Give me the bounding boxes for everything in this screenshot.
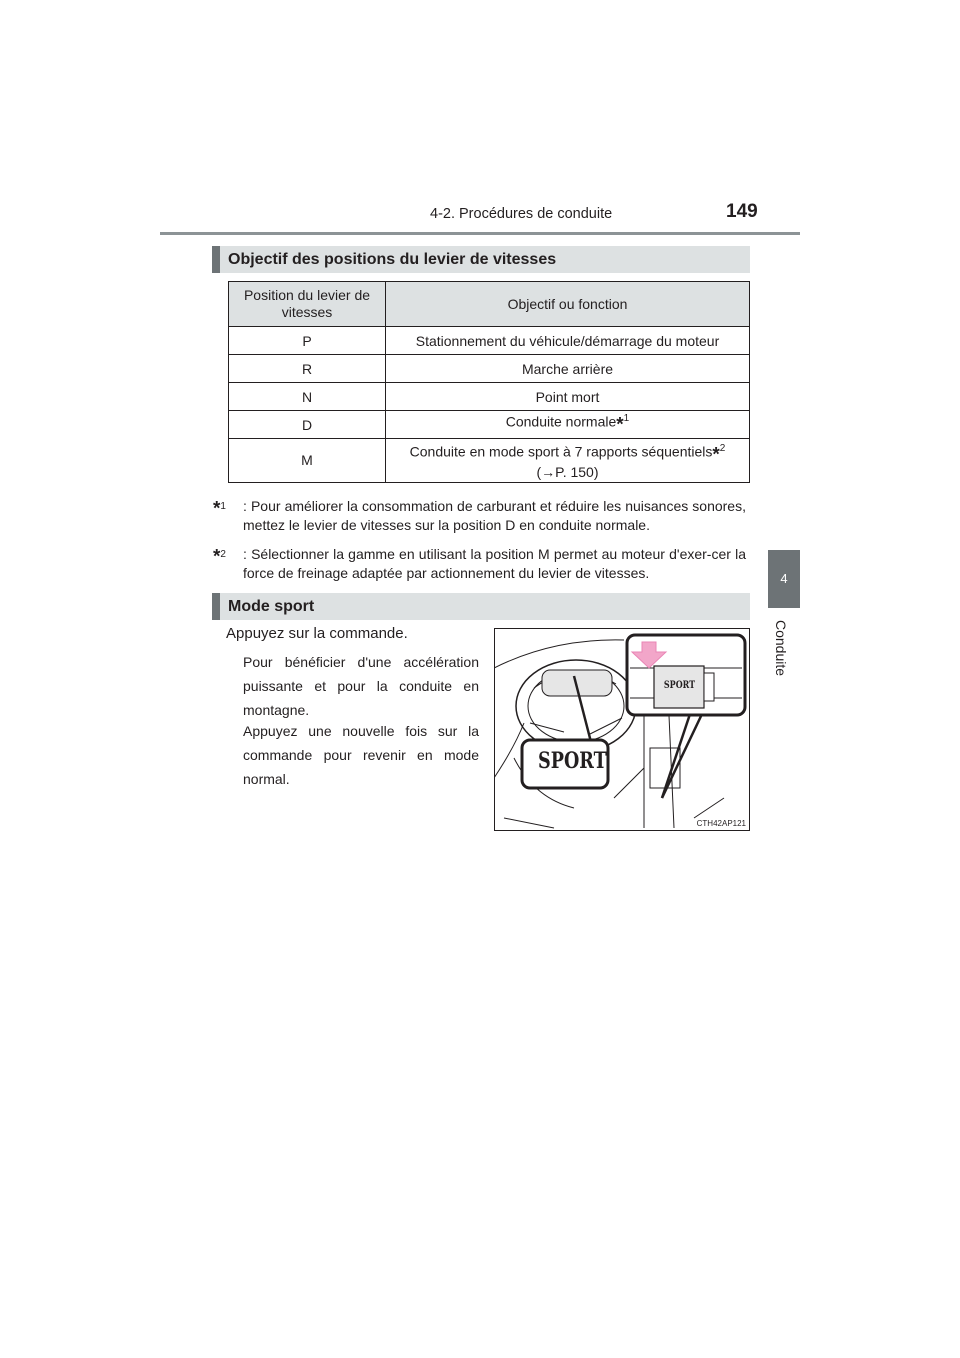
table-cell-position: P	[229, 327, 386, 355]
header-rule	[160, 232, 800, 235]
table-cell-function: Stationnement du véhicule/démarrage du moteur	[386, 327, 750, 355]
chapter-tab: 4	[768, 550, 800, 608]
footnote-number: 1	[623, 412, 630, 424]
table-cell-function	[386, 411, 750, 439]
table-row	[229, 355, 750, 383]
function-text: Conduite normale	[505, 413, 617, 430]
footnote-number: 2	[719, 443, 726, 455]
table-cell-position: D	[229, 411, 386, 439]
table-row	[229, 327, 750, 355]
table-row	[229, 383, 750, 411]
function-text: Conduite en mode sport à 7 rapports séquentiels	[409, 443, 713, 460]
table-cell-position: M	[229, 439, 386, 483]
dashboard-drawing	[494, 628, 750, 831]
table-row	[229, 439, 750, 483]
table-cell-position: N	[229, 383, 386, 411]
paragraph-return-normal: Appuyez une nouvelle fois sur la commande pour revenir en mode normal.	[243, 723, 479, 787]
chapter-label	[772, 620, 792, 690]
footnote-star: *	[712, 444, 720, 466]
section-heading-sport-mode: Mode sport	[212, 593, 750, 620]
table-header-function: Objectif ou fonction	[386, 282, 750, 327]
chapter-label-text: Conduite	[773, 620, 789, 677]
table-header-row	[229, 282, 750, 327]
figure-code: CTH42AP121	[696, 819, 746, 828]
table-row	[229, 411, 750, 439]
gear-position-table	[228, 281, 750, 483]
page-reference-link[interactable]: (→P. 150)	[536, 463, 599, 480]
footnote-marker: *$^1$	[213, 498, 226, 520]
paragraph-benefit: Pour bénéficier d'une accélération puissante et pour la conduite en montagne.	[243, 654, 479, 718]
sport-callout-label: SPORT	[538, 748, 607, 774]
sport-button-label: SPORT	[663, 680, 696, 691]
footnote-2	[213, 545, 746, 583]
running-header-section: 4-2. Procédures de conduite	[430, 206, 613, 222]
table-header-position: Position du levier de vitesses	[229, 282, 386, 327]
footnote-1	[213, 497, 746, 535]
section-heading-gear-positions: Objectif des positions du levier de vitesses	[212, 246, 750, 273]
table-cell-function	[386, 439, 750, 483]
page-number: 149	[726, 201, 758, 222]
footnote-text: : Pour améliorer la consommation de carburant et réduire les nuisances sonores, mettez le levier de vitesses sur la position D en conduite normale.	[243, 498, 746, 533]
footnote-star: *	[616, 414, 624, 436]
table-cell-function: Point mort	[386, 383, 750, 411]
table-cell-position: R	[229, 355, 386, 383]
footnote-text: : Sélectionner la gamme en utilisant la position M permet au moteur d'exer-cer la force de freinage adaptée par actionnement du levier de vitesses.	[243, 546, 746, 581]
sport-switch-illustration	[494, 628, 750, 831]
footnote-marker: *$^2$	[213, 546, 226, 568]
table-cell-function: Marche arrière	[386, 355, 750, 383]
instruction-lead: Appuyez sur la commande.	[226, 625, 408, 642]
